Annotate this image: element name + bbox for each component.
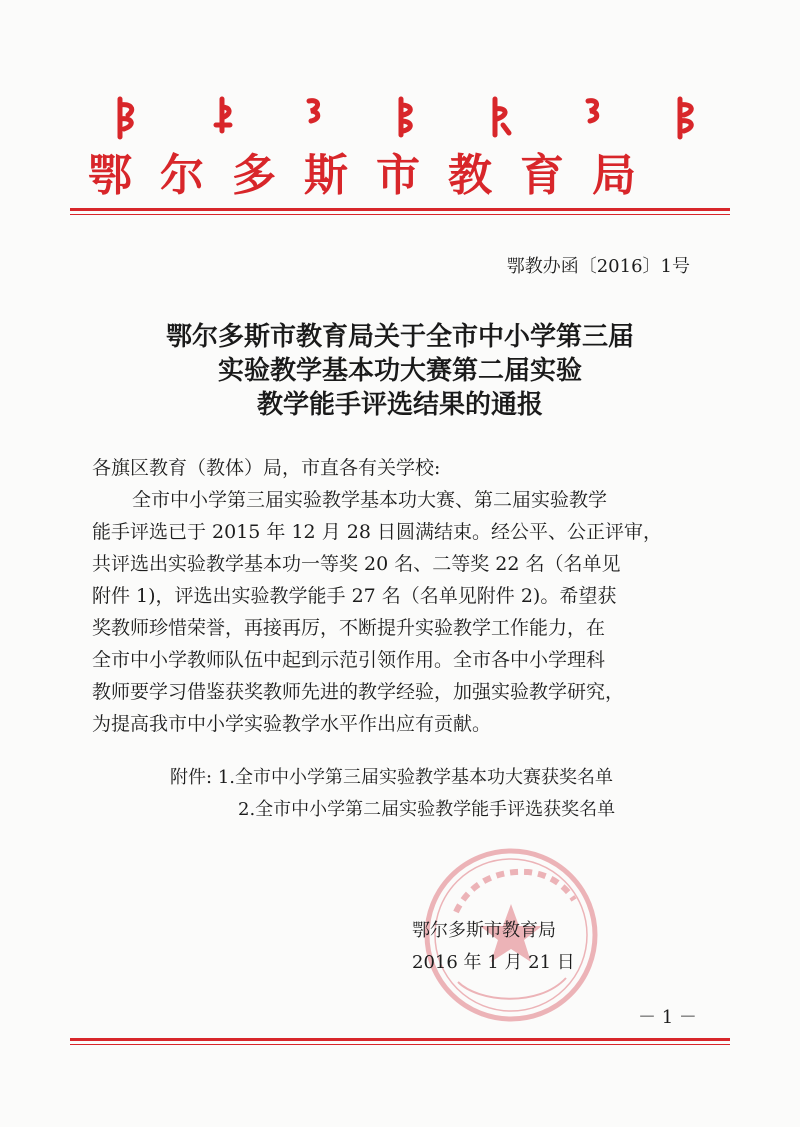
document-body [92,452,720,740]
page-number: － 1 － [638,1007,697,1028]
mongolian-word-icon [389,95,421,139]
body-line: 全市中小学第三届实验教学基本功大赛、第二届实验教学 [132,489,608,511]
mongolian-word-icon [668,95,704,141]
attachment-item [170,794,615,826]
attachment-item [170,762,615,794]
title-line: 实验教学基本功大赛第二届实验 [217,356,582,386]
attachment-title: 1.全市中小学第三届实验教学基本功大赛获奖名单 [217,767,613,788]
mongolian-word-icon [110,95,146,141]
footer-divider-thick [70,1038,730,1041]
issuer-name: 鄂尔多斯市教育局 [412,920,556,941]
org-name-title: 鄂尔多斯市教育局 [88,150,664,201]
body-line: 奖教师珍惜荣誉，再接再厉，不断提升实验教学工作能力，在 [92,617,606,639]
attachments-label: 附件: [170,767,213,788]
issue-date: 2016 年 1 月 21 日 [412,952,575,973]
body-line: 附件 1)，评选出实验教学能手 27 名（名单见附件 2)。希望获 [92,585,617,607]
body-line: 能手评选已于 2015 年 12 月 28 日圆满结束。经公平、公正评审， [92,521,662,543]
header-divider-thin [70,214,730,215]
mongolian-script-header [92,95,722,145]
title-line: 教学能手评选结果的通报 [256,390,543,420]
mongolian-word-icon [485,95,517,139]
body-line: 为提高我市中小学实验教学水平作出应有贡献。 [92,713,492,735]
attachments-list [170,762,615,826]
mongolian-word-icon [303,95,325,125]
header-divider-thick [70,208,730,211]
body-line: 共评选出实验教学基本功一等奖 20 名、二等奖 22 名（名单见 [92,553,621,575]
mongolian-word-icon [582,95,604,125]
document-number: 鄂教办函〔2016〕1号 [506,256,690,277]
footer-divider-thin [70,1044,730,1045]
body-line: 教师要学习借鉴获奖教师先进的教学经验，加强实验教学研究， [92,681,625,703]
document-title [80,320,720,422]
signature-block [412,915,575,979]
salutation: 各旗区教育（教体）局，市直各有关学校: [92,457,441,479]
title-line: 鄂尔多斯市教育局关于全市中小学第三届 [165,322,634,352]
attachment-title: 2.全市中小学第二届实验教学能手评选获奖名单 [238,799,616,820]
mongolian-word-icon [210,95,238,135]
body-line: 全市中小学教师队伍中起到示范引领作用。全市各中小学理科 [92,649,606,671]
